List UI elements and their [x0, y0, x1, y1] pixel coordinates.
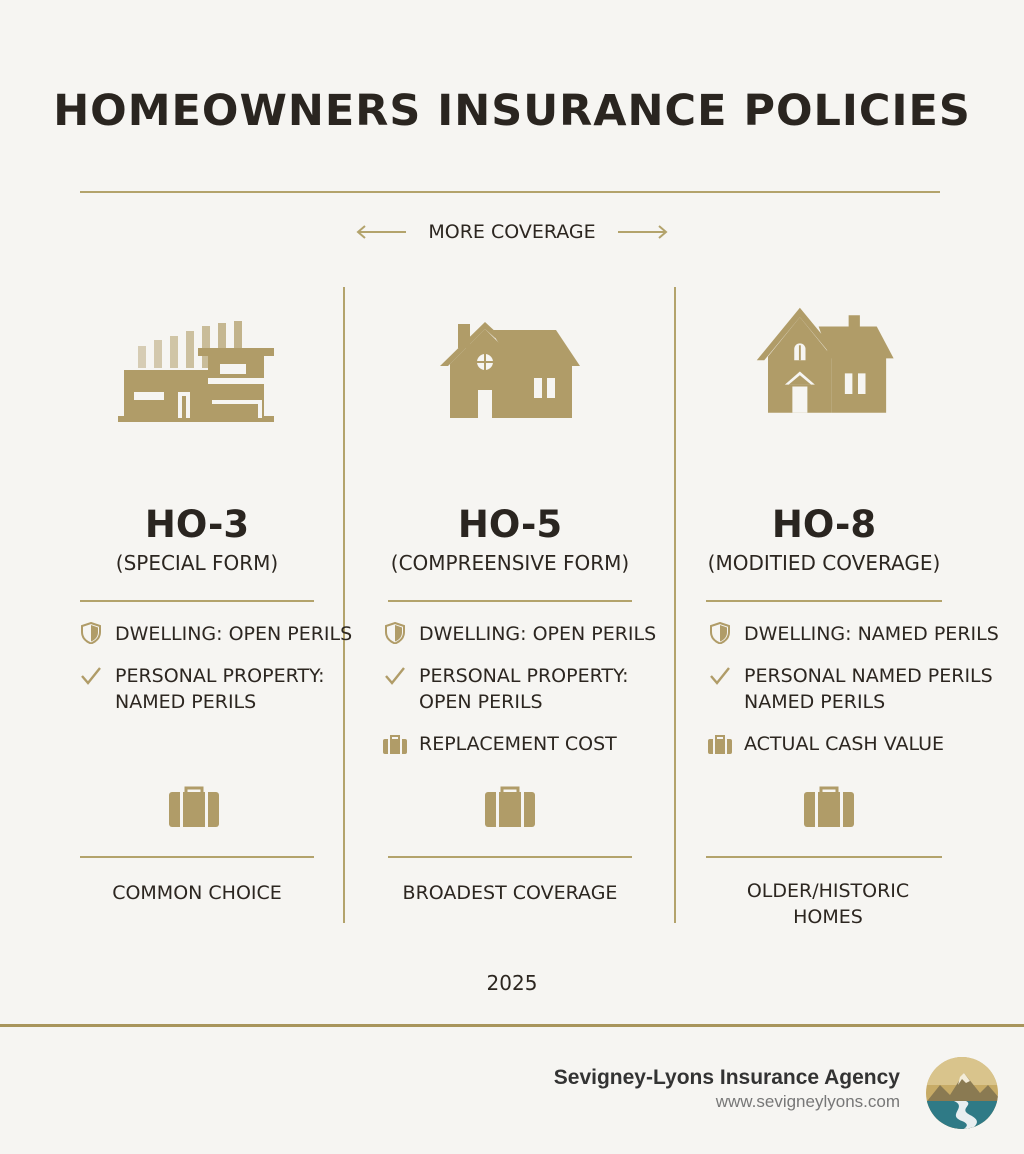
footer-divider: [0, 1024, 1024, 1027]
feature-text: DWELLING: OPEN PERILS: [419, 623, 657, 645]
historic-house-icon: [748, 304, 908, 424]
left-arrow-icon: [356, 225, 408, 239]
section-divider: [388, 856, 632, 858]
policy-code: HO-5: [457, 503, 563, 546]
policy-summary: OLDER/HISTORIC HOMES: [746, 880, 910, 928]
shield-icon: [709, 622, 731, 644]
feature-text: ACTUAL CASH VALUE: [744, 733, 945, 755]
shield-icon: [80, 622, 102, 644]
briefcase-icon: [707, 735, 733, 755]
year-label: 2025: [486, 971, 538, 995]
feature-text: REPLACEMENT COST: [419, 733, 617, 755]
briefcase-icon: [382, 735, 408, 755]
page-title: HOMEOWNERS INSURANCE POLICIES: [53, 86, 971, 136]
section-divider: [706, 600, 942, 602]
feature-text: DWELLING: OPEN PERILS: [115, 623, 353, 645]
policy-form-name: (SPECIAL FORM): [115, 551, 279, 575]
policy-code: HO-3: [144, 503, 250, 546]
feature-text: DWELLING: NAMED PERILS: [744, 623, 999, 645]
agency-logo-icon: [924, 1055, 1000, 1131]
section-divider: [80, 600, 314, 602]
column-divider: [674, 287, 676, 923]
briefcase-icon: [168, 786, 220, 828]
section-divider: [706, 856, 942, 858]
policy-form-name: (COMPREENSIVE FORM): [390, 551, 630, 575]
policy-form-name: (MODITIED COVERAGE): [707, 551, 941, 575]
feature-text: PERSONAL NAMED PERILS NAMED PERILS: [744, 665, 993, 713]
check-icon: [384, 665, 406, 687]
policy-code: HO-8: [771, 503, 877, 546]
briefcase-icon: [803, 786, 855, 828]
policy-summary: COMMON CHOICE: [112, 882, 282, 904]
agency-url[interactable]: www.sevigneylyons.com: [715, 1092, 900, 1111]
house-icon: [430, 312, 590, 432]
modern-house-icon: [116, 312, 276, 432]
check-icon: [709, 665, 731, 687]
right-arrow-icon: [616, 225, 668, 239]
check-icon: [80, 665, 102, 687]
briefcase-icon: [484, 786, 536, 828]
column-divider: [343, 287, 345, 923]
title-divider: [80, 191, 940, 193]
shield-icon: [384, 622, 406, 644]
feature-text: PERSONAL PROPERTY: NAMED PERILS: [115, 665, 325, 713]
feature-text: PERSONAL PROPERTY: OPEN PERILS: [419, 665, 629, 713]
coverage-label: MORE COVERAGE: [428, 220, 596, 243]
coverage-indicator: [0, 220, 1024, 243]
policy-summary: BROADEST COVERAGE: [402, 882, 618, 904]
section-divider: [388, 600, 632, 602]
agency-name: Sevigney-Lyons Insurance Agency: [553, 1066, 900, 1089]
section-divider: [80, 856, 314, 858]
